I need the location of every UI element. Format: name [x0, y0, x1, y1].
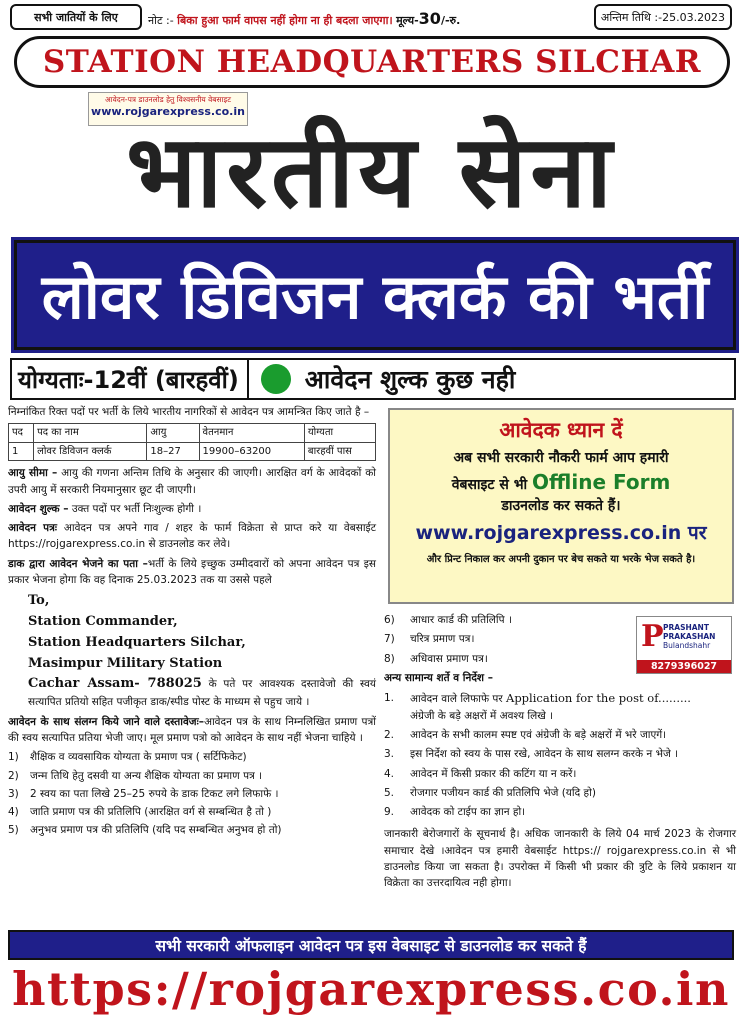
list-text: आधार कार्ड की प्रतिलिपि ।	[410, 614, 512, 626]
table-cell: 18–27	[147, 442, 199, 461]
postal-address-intro	[8, 556, 376, 589]
note-prefix: नोट :-	[148, 14, 174, 27]
address-pin-line: Cachar Assam- 788025	[28, 676, 202, 692]
logo-place: Bulandshahr	[663, 641, 711, 650]
post-title-banner: लोवर डिविजन क्लर्क की भर्ती	[14, 240, 736, 350]
note-text: बिका हुआ फार्म वापस नहीं होगा ना ही बदला जाएगा।	[177, 14, 393, 27]
documents-intro	[8, 714, 376, 747]
documents-list-continued	[384, 612, 736, 667]
fee-text: उक्त पदों पर भर्ती निःशुल्क होगी ।	[71, 502, 202, 515]
address-line: To,	[28, 593, 50, 609]
notice-line-3: डाउनलोड कर सकते हैं।	[501, 498, 621, 514]
list-number: 1.	[384, 692, 395, 705]
documents-list	[8, 749, 376, 838]
list-number: 7)	[384, 633, 395, 646]
list-text: रोजगार पजीयन कार्ड की प्रतिलिपि भेजे (यदि हो)	[410, 786, 596, 799]
list-item	[384, 690, 736, 724]
table-header: वेतनमान	[199, 424, 304, 443]
logo-name-1: PRASHANT	[663, 623, 709, 632]
application-form	[8, 520, 376, 553]
list-item	[8, 822, 376, 838]
list-text: जन्म तिथि हेतु दसवी या अन्य शैक्षिक योग्यता का प्रमाण पत्र ।	[30, 769, 263, 782]
left-column	[8, 404, 376, 841]
right-column	[384, 612, 736, 892]
address-continued	[8, 674, 376, 710]
notice-line-4: और प्रिन्ट निकाल कर अपनी दुकान पर बेच सकते या भरके भेज सकते है।	[426, 554, 696, 565]
table-row	[9, 442, 376, 461]
list-item	[384, 785, 736, 801]
list-text: आवेदक को टाईप का ज्ञान हो।	[410, 806, 526, 819]
table-header: योग्यता	[304, 424, 375, 443]
fee-note: आवेदन शुल्क कुछ नही	[304, 365, 516, 394]
footer-band: सभी सरकारी ऑफलाइन आवेदन पत्र इस वेबसाइट से डाउनलोड कर सकते हैं	[8, 930, 734, 960]
list-item	[8, 786, 376, 802]
form-label: आवेदन पत्रः	[8, 522, 58, 535]
info-paragraph: जानकारी बेरोजगारों के सूचनार्थ है। अधिक जानकारी के लिये 04 मार्च 2023 के रोजगार समाचार देखे ।आवेदन पत्र हमारी वेबसाईट https:// rojgarexpress.co.in से भी डाउनलोड किया जा सकता है। उपरोक्त में किसी भी प्रकार की त्रुटि के लिये प्रकाशन या विक्रेता का उत्तरदायित्व नही होगा।	[384, 828, 736, 890]
qualification: योग्यताः-12वीं (बारहवीं)	[12, 360, 249, 398]
applicant-notice-box	[388, 408, 734, 604]
list-item	[8, 804, 376, 820]
list-text	[410, 690, 691, 724]
table-header-row	[9, 424, 376, 443]
price-value: 30	[418, 9, 441, 28]
rule1-c: अंग्रेजी के बड़े अक्षरों में अवश्य लिखे ।	[410, 709, 554, 722]
age-label: आयु सीमा –	[8, 467, 58, 480]
list-number: 9.	[384, 806, 395, 819]
list-text: 2 स्वय का पता लिखे 25–25 रुपये के डाक टिकट लगे लिफाफे ।	[30, 787, 279, 800]
address-line: Masimpur Military Station	[28, 655, 223, 671]
address-line: Station Headquarters Silchar,	[28, 634, 246, 650]
offline-form-label: Offline Form	[532, 470, 671, 494]
price	[396, 9, 461, 28]
notice-line-1: अब सभी सरकारी नौकरी फार्म आप हमारी	[453, 450, 669, 466]
qualification-row	[10, 358, 736, 400]
table-header: आयु	[147, 424, 199, 443]
notice-url[interactable]: www.rojgarexpress.co.in पर	[415, 522, 707, 544]
table-cell: 1	[9, 442, 34, 461]
top-strip	[10, 4, 732, 32]
list-text: चरित्र प्रमाण पत्र।	[410, 633, 475, 646]
post-text: भर्ती के लिये इच्छुक उम्मीदवारों को अपना आवेदन पत्र इस प्रकार भेजना होगा कि वह दिनाक 25.03.2023 तक या उससे पहले	[8, 557, 376, 586]
table-cell: बारहवीं पास	[304, 442, 375, 461]
docs-label: आवेदन के साथ संलग्न किये जाने वाले दस्तावेजः–	[8, 715, 204, 728]
note-line	[148, 9, 460, 28]
rules-list	[384, 690, 736, 820]
list-item	[384, 746, 736, 762]
last-date-badge: अन्तिम तिथि :-25.03.2023	[594, 4, 732, 30]
price-suffix: /-रु.	[440, 14, 461, 27]
list-text: अनुभव प्रमाण पत्र की प्रतिलिपि (यदि पद सम्बन्धित अनुभव हो तो)	[30, 824, 282, 837]
green-dot-icon	[261, 364, 291, 394]
list-number: 3.	[384, 748, 395, 761]
logo-phone: 8279396027	[637, 660, 731, 673]
address-block	[8, 591, 376, 674]
hq-title: STATION HEADQUARTERS SILCHAR	[14, 36, 730, 88]
list-number: 5.	[384, 786, 395, 799]
notice-line-2	[390, 470, 732, 494]
main-title: भारतीय सेना	[126, 113, 616, 230]
notice-heading: आवेदक ध्यान दें	[499, 418, 623, 442]
list-number: 2.	[384, 729, 395, 742]
rule1-a: आवेदन वाले लिफाफे पर	[410, 693, 503, 706]
fee-label: आवेदन शुल्क –	[8, 502, 69, 515]
rule1-b: Application for the post of.........	[506, 691, 691, 706]
table-cell: 19900–63200	[199, 442, 304, 461]
list-number: 4.	[384, 767, 395, 780]
table-header: पद	[9, 424, 34, 443]
list-number: 6)	[384, 614, 395, 626]
logo-name-2: PRAKASHAN	[663, 632, 716, 641]
posts-table	[8, 423, 376, 461]
intro-text: निम्नांकित रिक्त पदों पर भर्ती के लिये भारतीय नागरिकों से आवेदन पत्र आमन्त्रित किए जाते है –	[8, 406, 370, 418]
list-number: 1)	[8, 751, 19, 764]
logo-p-icon: P	[641, 619, 664, 654]
list-item	[384, 766, 736, 782]
list-item	[8, 768, 376, 784]
list-text: इस निर्देश को स्वय के पास रखे, आवेदन के साथ सलग्न करके न भेजे ।	[410, 748, 679, 761]
address-cont-text: के पते पर आवश्यक दस्तावेजो की स्वयं सत्यापित प्रतियो सहित पजीकृत डाक/स्पीड पोस्ट के माध्यम से पहुच जाये ।	[28, 678, 376, 709]
list-number: 8)	[384, 652, 395, 665]
table-cell: लोवर डिविजन क्लर्क	[34, 442, 147, 461]
age-text: आयु की गणना अन्तिम तिथि के अनुसार की जाएगी। आरक्षित वर्ग के आवेदकों को उपरी आयु में सरकारी नियमानुसार छूट दी जाएगी।	[8, 467, 376, 496]
footer-url[interactable]: https://rojgarexpress.co.in	[12, 962, 730, 1016]
address-line: Station Commander,	[28, 613, 178, 629]
notice-line-2-text: वेबसाइट से भी	[451, 477, 528, 493]
application-fee	[8, 501, 376, 517]
list-item	[384, 727, 736, 743]
form-text: आवेदन पत्र अपने गाव / शहर के फार्म विक्रेता से प्राप्त करे या वेबसाईट https://rojgarexpress.co.in से डाउनलोड कर लेवे।	[8, 522, 377, 551]
price-label: मूल्य-	[396, 14, 419, 27]
for-all-castes-tag: सभी जातियों के लिए	[10, 4, 142, 30]
list-number: 3)	[8, 787, 19, 800]
list-number: 5)	[8, 824, 19, 837]
list-item	[384, 631, 736, 647]
rules-heading: अन्य सामान्य शर्ते व निर्देश –	[384, 671, 493, 684]
docs-text: आवेदन पत्र के साथ निम्नलिखित प्रमाण पत्रों की स्वय सत्यापित प्रतिया भेजी जाए। मूल प्रमाण पत्रो को आवेदन के साथ नहीं भेजना चाहिये ।	[8, 715, 377, 744]
list-number: 4)	[8, 806, 19, 819]
list-item	[384, 651, 736, 667]
list-text: अधिवास प्रमाण पत्र।	[410, 652, 488, 665]
list-text: शैक्षिक व व्यवसायिक योग्यता के प्रमाण पत्र ( सर्टिफिकेट)	[30, 751, 247, 764]
site-note: आवेदन-पत्र डाउनलोड हेतु विश्वसनीय वेबसाइट	[104, 95, 232, 104]
post-label: डाक द्वारा आवेदन भेजने का पता –	[8, 557, 148, 570]
site-url[interactable]: www.rojgarexpress.co.in	[91, 105, 245, 118]
list-item	[384, 612, 736, 628]
list-text: जाति प्रमाण पत्र की प्रतिलिपि (आरक्षित वर्ग से सम्बन्धित है तो )	[30, 806, 272, 819]
list-number: 2)	[8, 769, 19, 782]
list-item	[8, 749, 376, 765]
age-limit	[8, 465, 376, 498]
list-text: आवेदन के सभी कालम स्पष्ट एवं अंग्रेजी के बड़े अक्षरों में भरे जाएगें।	[410, 729, 667, 742]
list-item	[384, 804, 736, 820]
list-text: आवेदन में किसी प्रकार की कटिंग या न करें।	[410, 767, 577, 780]
table-header: पद का नाम	[34, 424, 147, 443]
